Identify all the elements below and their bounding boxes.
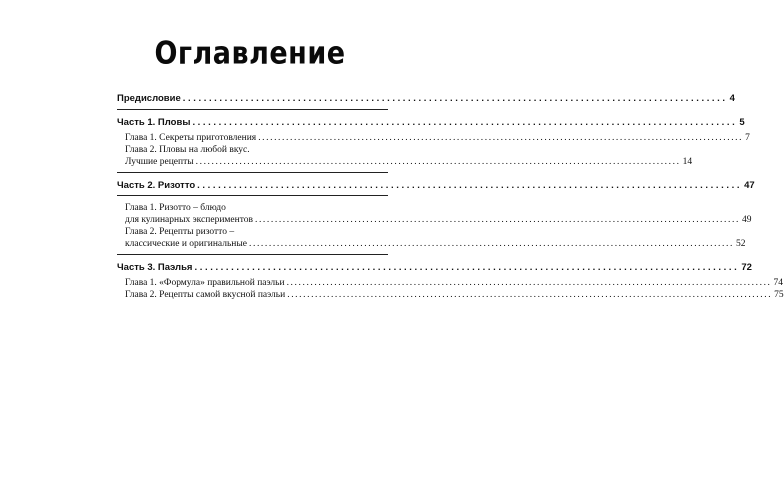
dot-leader: ........................................................................................................ <box>197 180 743 191</box>
section-divider <box>117 254 388 255</box>
toc-entry-part-3[interactable] <box>117 261 752 274</box>
toc-entry-page: 4 <box>729 93 735 104</box>
toc-entry-part-2[interactable] <box>117 179 755 192</box>
dot-leader: .......................................................................................................................... <box>286 278 772 288</box>
toc-entry-label: Часть 1. Пловы <box>117 117 191 128</box>
toc-entry-page: 47 <box>744 180 755 191</box>
dot-leader: .......................................................................................................................... <box>249 239 734 249</box>
section-divider <box>117 172 388 173</box>
toc-entry-label: Глава 1. «Формула» правильной паэльи <box>125 278 285 288</box>
toc-entry-preface[interactable] <box>117 92 735 105</box>
toc-entry-part-3-chapter-2[interactable] <box>117 289 784 301</box>
toc-entry-label: Лучшие рецепты <box>125 157 194 167</box>
dot-leader: ........................................................................................................ <box>194 262 740 273</box>
toc-entry-label: классические и оригинальные <box>125 239 247 249</box>
toc-entry-part-1-chapter-1[interactable] <box>117 132 750 144</box>
dot-leader: ........................................................................................................ <box>192 117 738 128</box>
toc-entry-page: 75 <box>774 290 784 300</box>
toc-entry-part-1-chapter-2-line-1[interactable]: Глава 2. Пловы на любой вкус. <box>125 145 250 155</box>
toc-entry-label: Часть 2. Ризотто <box>117 180 196 191</box>
dot-leader: .......................................................................................................................... <box>287 290 773 300</box>
toc-entry-label: Глава 1. Секреты приготовления <box>125 133 257 143</box>
toc-entry-label: Часть 3. Паэлья <box>117 262 193 273</box>
dot-leader: ........................................................................................................ <box>182 93 728 104</box>
section-divider <box>117 195 388 196</box>
toc-entry-part-1[interactable] <box>117 116 745 129</box>
table-of-contents <box>117 92 784 301</box>
toc-entry-part-3-chapter-1[interactable] <box>117 277 784 289</box>
toc-entry-part-1-chapter-2[interactable] <box>117 156 693 168</box>
toc-entry-label: Предисловие <box>117 93 181 104</box>
toc-entry-label: Глава 2. Рецепты самой вкусной паэльи <box>125 290 286 300</box>
dot-leader: .......................................................................................................................... <box>254 215 740 225</box>
toc-entry-page: 72 <box>741 262 752 273</box>
toc-entry-page: 7 <box>745 133 750 143</box>
toc-entry-part-2-chapter-2-line-1[interactable]: Глава 2. Рецепты ризотто – <box>125 227 235 237</box>
section-divider <box>117 109 388 110</box>
toc-entry-page: 52 <box>735 239 746 249</box>
toc-entry-label: для кулинарных экспериментов <box>125 215 253 225</box>
toc-entry-page: 49 <box>741 215 752 225</box>
toc-entry-part-2-chapter-2[interactable] <box>117 238 746 250</box>
toc-entry-page: 74 <box>773 278 784 288</box>
toc-entry-part-2-chapter-1-line-1[interactable]: Глава 1. Ризотто – блюдо <box>125 203 226 213</box>
toc-entry-page: 14 <box>682 157 693 167</box>
dot-leader: .......................................................................................................................... <box>195 157 681 167</box>
dot-leader: .......................................................................................................................... <box>258 133 744 143</box>
toc-entry-part-2-chapter-1[interactable] <box>117 214 752 226</box>
page-title: Оглавление <box>154 35 346 72</box>
toc-entry-page: 5 <box>739 117 745 128</box>
